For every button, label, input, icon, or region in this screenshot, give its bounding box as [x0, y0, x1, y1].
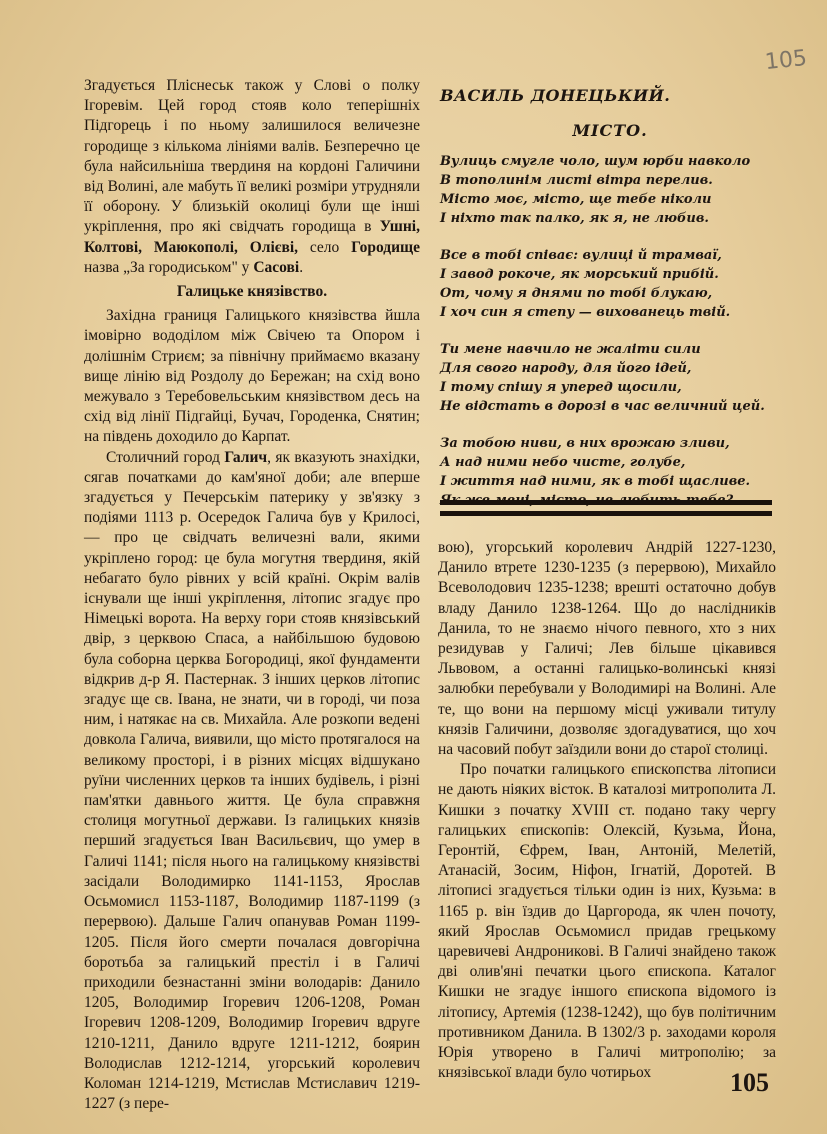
left-column-top [84, 76, 420, 278]
poem-line: І ніхто так палко, як я, не любив. [440, 211, 709, 226]
divider-rule [440, 511, 772, 516]
section-heading: Галицьке князівство. [176, 283, 328, 300]
divider-rule [440, 500, 772, 505]
poem [440, 86, 780, 528]
paragraph-plisnesk: Згадується Пліснеськ також у Слові о полку Ігоревім. Цей город стояв коло теперішніх Підгорець і по ньому залишилося величезне городище з кількома лініями валів. Безперечно це була найсильніша твердиня на кордоні Галичини від Волині, але мабуть її великі розміри утрудняли її оборону. У близькій околиці були ще інші укріплення, про які свідчать городища в Ушні, Колтові, Маюкополі, Олієві, село Городище назва „За городиськом" у Сасові. [84, 77, 420, 276]
page-number: 105 [730, 1068, 769, 1097]
poem-stanza [440, 152, 780, 228]
paragraph-halych: Столичний город Галич, як вказують знахідки, сягав початками до кам'яної доби; але вперше згадується у Печерськім патерику у зв'язку з подіями 1113 р. Осередок Галича був у Крилосі, — про це свідчать величезні вали, якими укріплено город: це була могутня твердиня, якій небагато було рівних у всій країні. Окрім валів існували ще інші укріплення, літопис згадує про Німецькі ворота. На верху гори стояв князівський двір, з церквою Спаса, а найбільшою будовою була соборна церква Богородиці, якої фундаменти відкрив д-р Я. Пастернак. З інших церков літопис згадує ще св. Івана, не знати, чи в городі, чи поза ним, і натякає на св. Михайла. Але розкопи ведені довкола Галича, виявили, що місто протягалося на великому просторі, і в різних місцях відшукано руїни численних церков та інших будівель, і різні пам'ятки давнього життя. Це була справжня столиця могутньої держави. Із галицьких князів перший згадується Іван Васильєвич, що умер в Галичі 1141; після нього на галицькому князівстві засідали Володимирко 1141-1153, Ярослав Осьмомисл 1153-1187, Володимир 1187-1199 (з перервою). Дальше Галич опанував Роман 1199-1205. Після його смерти почалася довгорічна боротьба за галицький престіл і в Галичі приходили безнастанні зміни володарів: Данило 1205, Володимир Ігоревич 1206-1208, Роман Ігоревич 1208-1209, Володимир Ігоревич вдруге 1210-1211, Данило вдруге 1211-1212, боярин Володислав 1212-1214, угорський королевич Коломан 1214-1219, Мстислав Мстиславич 1219-1227 (з пере- [84, 448, 420, 1113]
pencil-page-number: 105 [763, 45, 809, 76]
right-column-bottom [438, 538, 776, 1083]
poem-line: От, чому я днями по тобі блукаю, [440, 286, 713, 301]
poem-stanza [440, 340, 780, 416]
poem-line: І хоч син я степу — вихованець твій. [440, 305, 731, 320]
paragraph-bishopric: Про початки галицького єпископства літописи не дають ніяких вісток. В каталозі митрополита Л. Кишки з початку XVIII ст. подано таку чергу галицьких єпископів: Олексій, Кузьма, Йона, Геронтій, Єфрем, Іван, Антоній, Мелетій, Атанасій, Зосим, Ніфон, Ігнатій, Доротей. В літописі згадується тільки один із них, Кузьма: в 1165 р. він їздив до Царгорода, як член почоту, який Ярослав Осьмомисл придав грецькому царевичеві Андроникові. В Галичі знайдено також дві олив'яні печатки цього єпископа. Каталог Кишки не згадує іншого єпископа відомого із літопису, Артемія (1238-1242), що був політичним противником Данила. В 1302/3 р. заходами короля Юрія утворено в Галичі митрополію; за князівської влади було чотирьох [438, 761, 776, 1082]
poem-stanza [440, 434, 780, 510]
paragraph-rulers: вою), угорський королевич Андрій 1227-1230, Данило втрете 1230-1235 (з перервою), Михайло Всеволодович 1235-1238; врешті остаточно добув владу Данило 1238-1264. Що до наслідників Данила, то не знаємо нічого певного, хто з них резидував у Галичі; Лев більше цікавився Львовом, а останні галицько-волинські князі залюбки перебували у Володимирі на Волині. Але те, що вони на першому місці уживали титулу князів Галичини, дозволяє здогадуватися, що хоч на часовий побут заїздили вони до старої столиці. [438, 539, 776, 759]
poem-line: Ти мене навчило не жаліти сили [440, 342, 701, 357]
poem-line: І завод рокоче, як морський прибій. [440, 267, 719, 282]
poem-line: В тополинім листі вітра перелив. [440, 173, 713, 188]
poem-line: Все в тобі співає: вулиці й трамваї, [440, 248, 722, 263]
poem-line: Для свого народу, для його ідей, [440, 361, 692, 376]
poem-line: Вулиць смугле чоло, шум юрби навколо [440, 154, 751, 169]
paragraph-borders: Західна границя Галицького князівства йшла імовірно вододілом між Свічею та Опором і долішнім Стриєм; за північну приймаємо вказану вище лінію від Роздолу до Бережан; на схід воно межувало з Теребовельським князівством десь на схід від лінії Підгайці, Бучач, Городенка, Снятин; на південь доходило до Карпат. [84, 307, 420, 446]
poem-line: За тобою ниви, в них врожаю зливи, [440, 436, 730, 451]
poem-title: МІСТО. [572, 121, 648, 140]
poem-line: А над ними небо чисте, голубе, [440, 455, 686, 470]
poem-author: ВАСИЛЬ ДОНЕЦЬКИЙ. [440, 86, 671, 105]
poem-line: І життя над ними, як в тобі щасливе. [440, 474, 751, 489]
poem-line: І тому спішу я уперед щосили, [440, 380, 682, 395]
poem-line: Не відстать в дорозі в час величний цей. [440, 399, 765, 414]
left-column-bottom [84, 280, 420, 1114]
poem-line: Місто моє, місто, ще тебе ніколи [440, 192, 712, 207]
poem-stanza [440, 246, 780, 322]
